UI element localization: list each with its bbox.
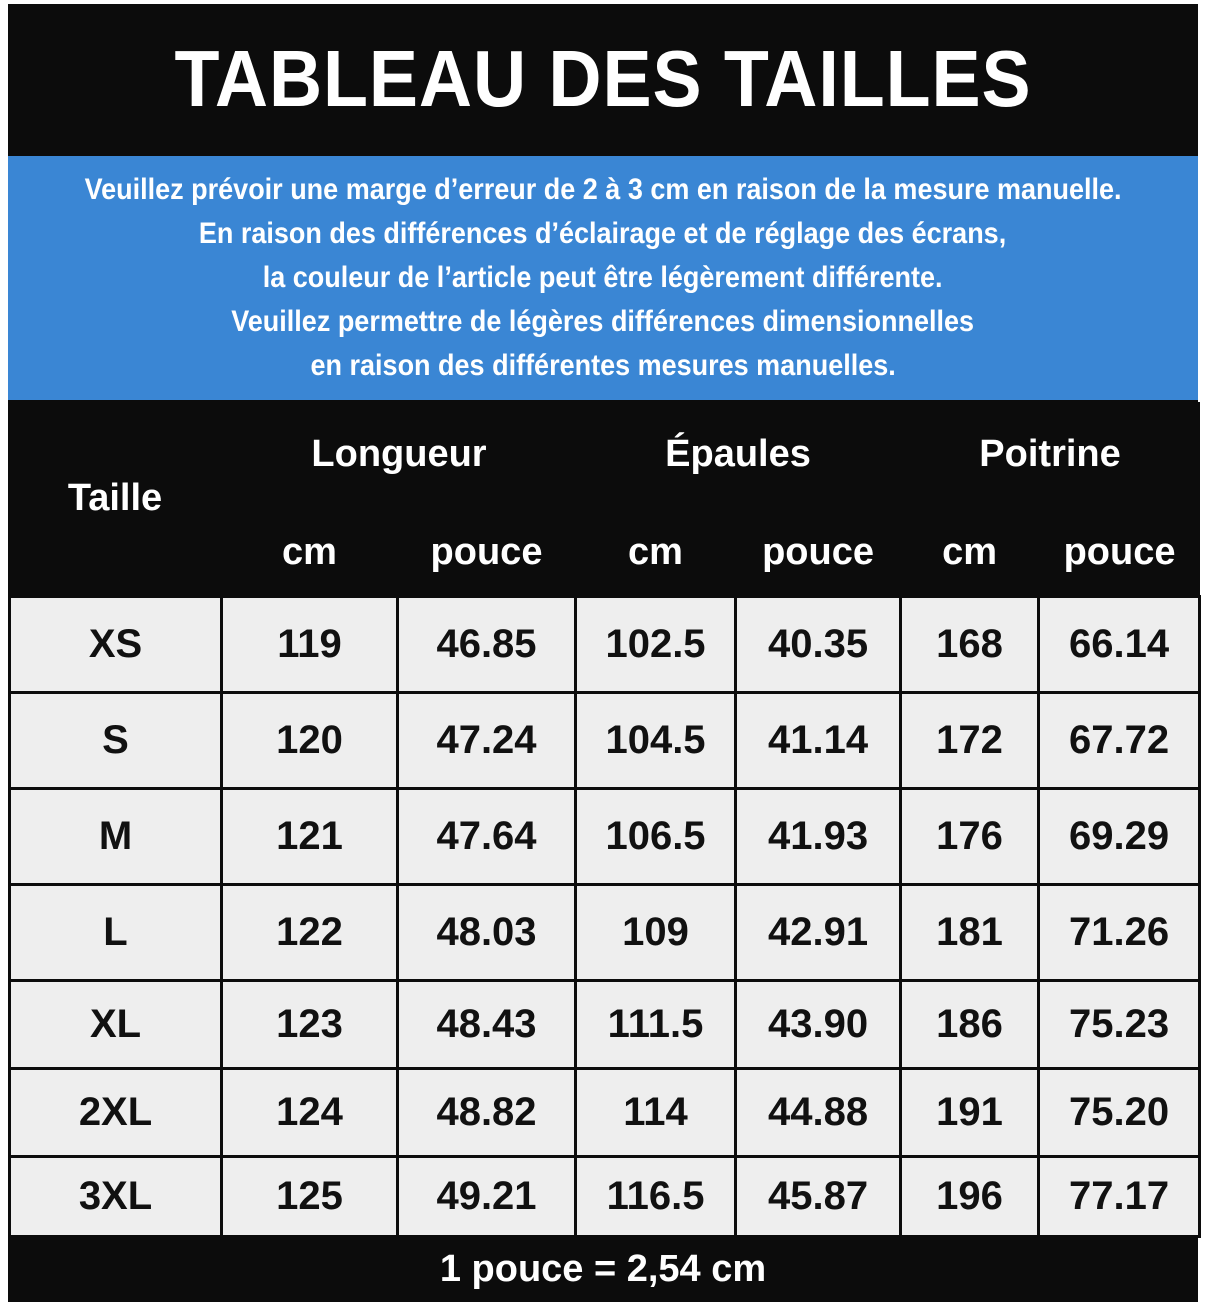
measurement-cell: 47.64 [398,789,576,885]
measurement-cell: 121 [222,789,398,885]
group-header-longueur: Longueur [222,402,576,508]
notice-line: la couleur de l’article peut être légèrement différente. [263,261,943,294]
size-label-cell: 2XL [10,1069,222,1157]
measurement-cell: 41.93 [736,789,901,885]
group-header-poitrine: Poitrine [901,402,1200,508]
measurement-cell: 77.17 [1039,1157,1200,1237]
table-row [10,1069,1200,1157]
table-row [10,1157,1200,1237]
measurement-cell: 102.5 [576,597,736,693]
measurement-cell: 49.21 [398,1157,576,1237]
measurement-cell: 116.5 [576,1157,736,1237]
measurement-cell: 181 [901,885,1039,981]
notice-line: Veuillez permettre de légères différences dimensionnelles [231,305,975,338]
measurement-cell: 196 [901,1157,1039,1237]
measurement-cell: 71.26 [1039,885,1200,981]
unit-header: pouce [398,508,576,597]
measurement-cell: 47.24 [398,693,576,789]
measurement-cell: 125 [222,1157,398,1237]
conversion-footer: 1 pouce = 2,54 cm [439,1247,767,1290]
notice-line: En raison des différences d’éclairage et de réglage des écrans, [199,217,1007,250]
measurement-cell: 109 [576,885,736,981]
measurement-cell: 75.23 [1039,981,1200,1069]
measurement-cell: 124 [222,1069,398,1157]
table-row [10,981,1200,1069]
unit-header: cm [576,508,736,597]
measurement-cell: 69.29 [1039,789,1200,885]
size-label-cell: 3XL [10,1157,222,1237]
measurement-cell: 41.14 [736,693,901,789]
measurement-cell: 104.5 [576,693,736,789]
size-table-body [10,597,1200,1237]
measurement-cell: 75.20 [1039,1069,1200,1157]
notice-line: en raison des différentes mesures manuelles. [310,349,896,382]
measurement-cell: 44.88 [736,1069,901,1157]
size-column-header: Taille [10,402,222,597]
measurement-cell: 48.82 [398,1069,576,1157]
notice-line: Veuillez prévoir une marge d’erreur de 2 à 3 cm en raison de la mesure manuelle. [84,173,1122,206]
table-row [10,693,1200,789]
page-title: TABLEAU DES TAILLES [174,34,1032,123]
measurement-cell: 40.35 [736,597,901,693]
size-label-cell: L [10,885,222,981]
unit-header: cm [222,508,398,597]
measurement-cell: 168 [901,597,1039,693]
measurement-cell: 114 [576,1069,736,1157]
size-label-cell: XS [10,597,222,693]
group-header-row [10,402,1200,508]
size-label-cell: XL [10,981,222,1069]
measurement-cell: 120 [222,693,398,789]
size-table [8,402,1201,1238]
measurement-cell: 67.72 [1039,693,1200,789]
measurement-cell: 43.90 [736,981,901,1069]
size-chart [8,4,1198,1302]
size-label-cell: S [10,693,222,789]
measurement-cell: 172 [901,693,1039,789]
measurement-cell: 45.87 [736,1157,901,1237]
unit-header: pouce [1039,508,1200,597]
measurement-cell: 186 [901,981,1039,1069]
table-row [10,885,1200,981]
measurement-cell: 42.91 [736,885,901,981]
unit-header: pouce [736,508,901,597]
measurement-cell: 176 [901,789,1039,885]
measurement-cell: 111.5 [576,981,736,1069]
notice-box [8,156,1198,400]
measurement-cell: 48.03 [398,885,576,981]
table-row [10,597,1200,693]
measurement-cell: 119 [222,597,398,693]
measurement-cell: 191 [901,1069,1039,1157]
unit-header: cm [901,508,1039,597]
group-header-epaules: Épaules [576,402,901,508]
measurement-cell: 123 [222,981,398,1069]
size-label-cell: M [10,789,222,885]
table-row [10,789,1200,885]
measurement-cell: 66.14 [1039,597,1200,693]
measurement-cell: 122 [222,885,398,981]
measurement-cell: 48.43 [398,981,576,1069]
measurement-cell: 46.85 [398,597,576,693]
measurement-cell: 106.5 [576,789,736,885]
